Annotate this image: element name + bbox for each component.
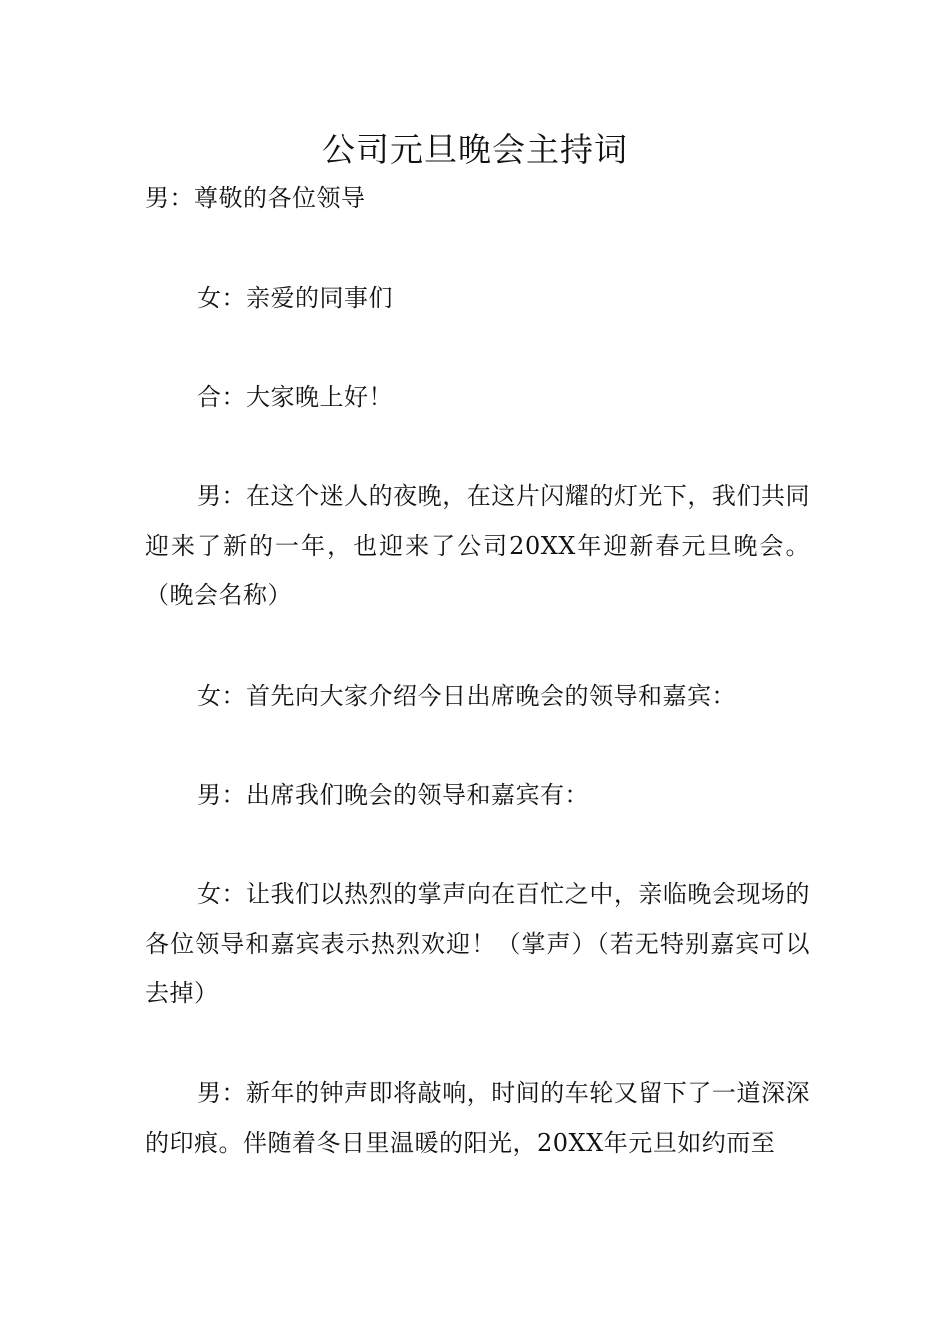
- paragraph-newyear-male: 男：新年的钟声即将敲响，时间的车轮又留下了一道深深的印痕。伴随着冬日里温暖的阳光，20XX年元旦如约而至: [145, 1079, 810, 1157]
- document-title: 公司元旦晚会主持词: [322, 130, 628, 169]
- paragraph-greeting-male: 男：尊敬的各位领导: [145, 184, 366, 212]
- paragraph-greeting-female: 女：亲爱的同事们: [197, 284, 393, 312]
- paragraph-greeting-together: 合：大家晚上好！: [197, 383, 393, 411]
- paragraph-opening-male: 男：在这个迷人的夜晚，在这片闪耀的灯光下，我们共同迎来了新的一年，也迎来了公司20XX年迎新春元旦晚会。（晚会名称）: [145, 482, 810, 609]
- paragraph-welcome-female: 女：让我们以热烈的掌声向在百忙之中，亲临晚会现场的各位领导和嘉宾表示热烈欢迎！（掌声）（若无特别嘉宾可以去掉）: [145, 880, 810, 1007]
- paragraph-guests-male: 男：出席我们晚会的领导和嘉宾有：: [197, 781, 589, 809]
- paragraph-introduction-female: 女：首先向大家介绍今日出席晚会的领导和嘉宾：: [197, 682, 736, 710]
